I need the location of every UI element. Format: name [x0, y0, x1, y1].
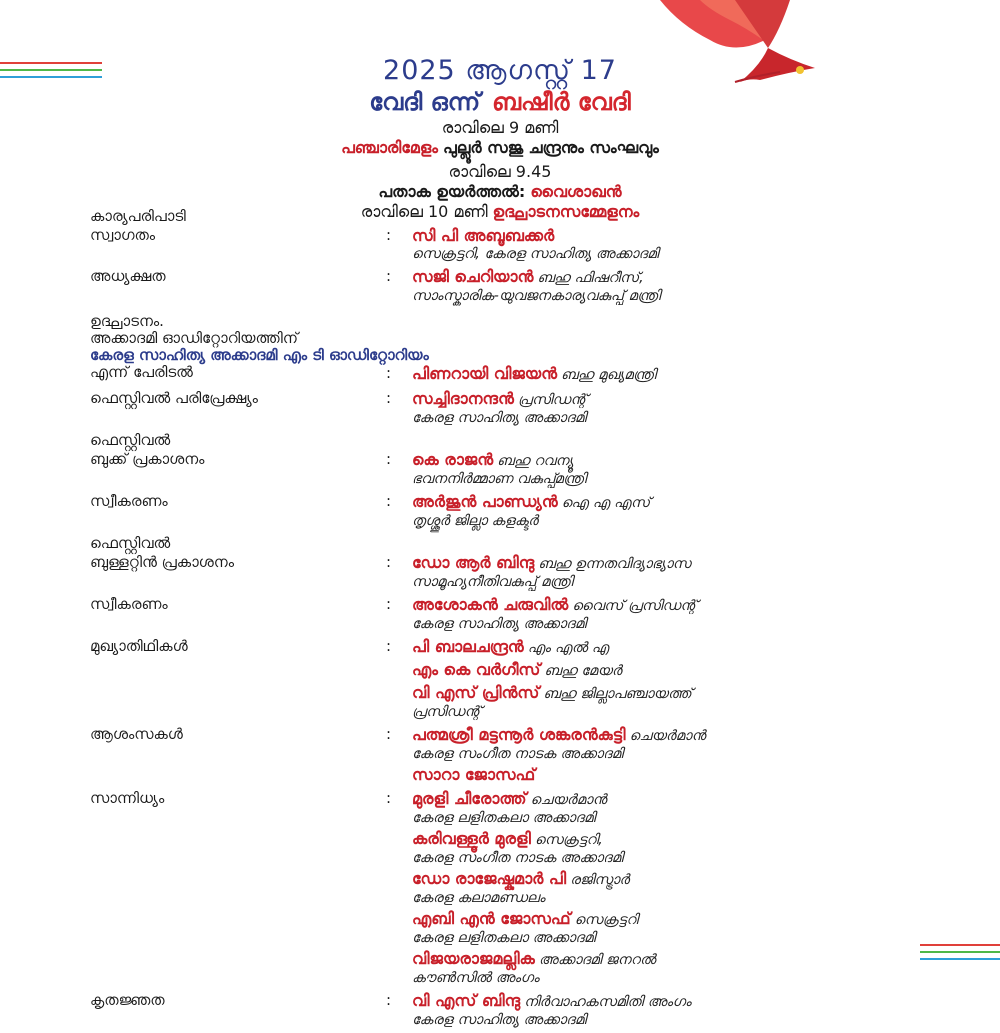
- person-designation: ഭവനനിർമ്മാണ വകുപ്പ്മന്ത്രി: [412, 471, 587, 487]
- person-name: കരിവള്ളൂർ മുരളി: [412, 829, 531, 848]
- person-designation: കേരള സംഗീത നാടക അക്കാദമി: [412, 850, 624, 866]
- event-1: [0, 138, 1000, 158]
- person-role: നിർവാഹകസമിതി അംഗം: [524, 994, 692, 1010]
- person-role: രജിസ്ട്രാർ: [570, 872, 630, 888]
- person-designation: കേരള സാഹിത്യ അക്കാദമി: [412, 410, 587, 426]
- person-name: വി എസ് ബിന്ദു: [412, 991, 521, 1010]
- event-1-desc: പുല്ലൂർ സജു ചന്ദ്രനും സംഘവും: [443, 138, 659, 157]
- row-label: ഫെസ്റ്റിവൽ: [90, 534, 171, 552]
- flag-hoisting: [0, 182, 1000, 202]
- row-colon: :: [386, 637, 392, 655]
- person-name: സി പി അബൂബക്കർ: [412, 226, 555, 245]
- naming-line-4: എന്ന് പേരിടൽ: [90, 363, 193, 381]
- program-row-presence: [90, 789, 970, 987]
- person-name: വി എസ് പ്രിൻസ്: [412, 683, 540, 702]
- person-role: സെക്രട്ടറി: [574, 912, 639, 928]
- row-colon: :: [386, 595, 392, 613]
- person-role: എം എൽ എ: [527, 640, 609, 656]
- row-label: സ്വാഗതം: [90, 226, 156, 244]
- row-colon: :: [386, 389, 392, 407]
- row-colon: :: [386, 789, 392, 807]
- person-name: സജി ചെറിയാൻ: [412, 267, 534, 286]
- row-label-2: ബുള്ളറ്റിൻ പ്രകാശനം: [90, 553, 235, 571]
- person-name: സച്ചിദാനന്ദൻ: [412, 389, 514, 408]
- person-designation: കേരള സംഗീത നാടക അക്കാദമി: [412, 746, 624, 762]
- person-role: വൈസ് പ്രസിഡന്റ്: [572, 598, 697, 614]
- row-label: സാന്നിധ്യം: [90, 789, 165, 807]
- row-colon: :: [386, 226, 392, 244]
- row-colon: :: [386, 725, 392, 743]
- program-row-bulletin-release: [90, 534, 970, 591]
- person-name: അശോകൻ ചരുവിൽ: [412, 595, 569, 614]
- person-role: ചെയർമാൻ: [530, 792, 607, 808]
- flag-label: പതാക ഉയർത്തൽ:: [378, 182, 526, 201]
- row-label: സ്വീകരണം: [90, 492, 168, 510]
- row-label-2: ബുക്ക് പ്രകാശനം: [90, 450, 205, 468]
- program-row-reception-2: [90, 595, 970, 633]
- time-2: രാവിലെ 9.45: [448, 162, 552, 181]
- person-role: ബഹു മേയർ: [544, 663, 622, 679]
- person-role: ബഹു റവന്യൂ: [497, 453, 574, 469]
- row-label: കൃതജ്ഞത: [90, 991, 165, 1009]
- row-label: ആശംസകൾ: [90, 725, 183, 743]
- inauguration-title: ഉദ്ഘാടനസമ്മേളനം: [492, 202, 640, 221]
- person-role: അക്കാദമി ജനറൽ: [538, 952, 656, 968]
- person-designation: കേരള ലളിതകലാ അക്കാദമി: [412, 930, 596, 946]
- row-colon: :: [386, 364, 392, 382]
- person-role: ഐ എ എസ്: [561, 495, 651, 511]
- program-row-welcome: [90, 226, 970, 263]
- person-name: പി ബാലചന്ദ്രൻ: [412, 637, 524, 656]
- naming-line-3: കേരള സാഹിത്യ അക്കാദമി എം ടി ഓഡിറ്റോറിയം: [90, 346, 429, 364]
- person-name: എം കെ വർഗീസ്: [412, 660, 541, 679]
- person-role: ബഹു ഫിഷറീസ്,: [537, 270, 644, 286]
- person-role: ബഹു ഉന്നതവിദ്യാഭ്യാസ: [538, 556, 691, 572]
- program-row-presidency: [90, 267, 970, 305]
- person-role: ബഹു മുഖ്യമന്ത്രി: [561, 367, 657, 383]
- person-name: പിണറായി വിജയൻ: [412, 364, 558, 383]
- row-colon: :: [386, 991, 392, 1009]
- program-list: [90, 206, 970, 1033]
- person-designation: സെക്രട്ടറി, കേരള സാഹിത്യ അക്കാദമി: [412, 246, 659, 262]
- program-row-thanks: [90, 991, 970, 1029]
- program-row-greetings: [90, 725, 970, 785]
- row-colon: :: [386, 450, 392, 468]
- person-name: അർജുൻ പാണ്ഡ്യൻ: [412, 492, 558, 511]
- person-role: ചെയർമാൻ: [629, 728, 706, 744]
- person-designation: കേരള ലളിതകലാ അക്കാദമി: [412, 810, 596, 826]
- program-row-perspective: [90, 389, 970, 427]
- person-name: ഡോ രാജേഷ്കുമാർ പി: [412, 869, 567, 888]
- event-1-name: പഞ്ചാരിമേളം: [341, 138, 438, 157]
- program-row-reception-1: [90, 492, 970, 530]
- row-label: അധ്യക്ഷത: [90, 267, 166, 285]
- row-colon: :: [386, 492, 392, 510]
- person-name: എബി എൻ ജോസഫ്: [412, 909, 571, 928]
- program-row-chief-guests: [90, 637, 970, 721]
- row-label: ഫെസ്റ്റിവൽ: [90, 431, 171, 449]
- row-label: മുഖ്യാതിഥികൾ: [90, 637, 188, 655]
- program-title: കാര്യപരിപാടി: [90, 207, 186, 225]
- time-1: രാവിലെ 9 മണി: [441, 118, 559, 137]
- person-designation: സാമൂഹ്യനീതിവകുപ്പ് മന്ത്രി: [412, 574, 573, 590]
- flag-person: വൈശാഖൻ: [530, 182, 622, 201]
- person-name: പത്മശ്രീ മട്ടന്നൂർ ശങ്കരൻകുട്ടി: [412, 725, 626, 744]
- person-name: കെ രാജൻ: [412, 450, 494, 469]
- person-designation: പ്രസിഡന്റ്: [412, 704, 482, 720]
- row-colon: :: [386, 267, 392, 285]
- person-role: സെക്രട്ടറി,: [534, 832, 603, 848]
- event-header: [0, 56, 1000, 222]
- venue-number: വേദി ഒന്ന്: [369, 88, 481, 116]
- person-role: ബഹു ജില്ലാപഞ്ചായത്ത്: [543, 686, 692, 702]
- person-name: മുരളി ചീരോത്ത്: [412, 789, 527, 808]
- time-3: രാവിലെ 10 മണി: [360, 202, 488, 221]
- program-row-book-release: [90, 431, 970, 488]
- person-role: പ്രസിഡന്റ്: [517, 392, 587, 408]
- program-row-naming-person: [90, 364, 970, 385]
- person-name: ഡോ ആർ ബിന്ദു: [412, 553, 535, 572]
- row-label: ഫെസ്റ്റിവൽ പരിപ്രേക്ഷ്യം: [90, 389, 258, 407]
- person-designation: തൃശ്ശൂർ ജില്ലാ കളക്ടർ: [412, 513, 538, 529]
- person-designation: സാംസ്കാരിക-യുവജനകാര്യവകുപ്പ് മന്ത്രി: [412, 288, 661, 304]
- person-designation: കൗൺസിൽ അംഗം: [412, 970, 540, 986]
- venue-title: [0, 86, 1000, 118]
- event-date: 2025 ആഗസ്റ്റ് 17: [383, 55, 617, 86]
- venue-name: ബഷീർ വേദി: [492, 88, 631, 116]
- person-designation: കേരള സാഹിത്യ അക്കാദമി: [412, 616, 587, 632]
- naming-line-2: അക്കാദമി ഓഡിറ്റോറിയത്തിന്: [90, 329, 299, 347]
- row-label: സ്വീകരണം: [90, 595, 168, 613]
- person-name: വിജയരാജമല്ലിക: [412, 949, 535, 968]
- person-designation: കേരള സാഹിത്യ അക്കാദമി: [412, 1012, 587, 1028]
- person-name: സാറാ ജോസഫ്: [412, 765, 536, 784]
- naming-line-1: ഉദ്ഘാടനം.: [90, 312, 164, 330]
- row-colon: :: [386, 553, 392, 571]
- person-designation: കേരള കലാമണ്ഡലം: [412, 890, 545, 906]
